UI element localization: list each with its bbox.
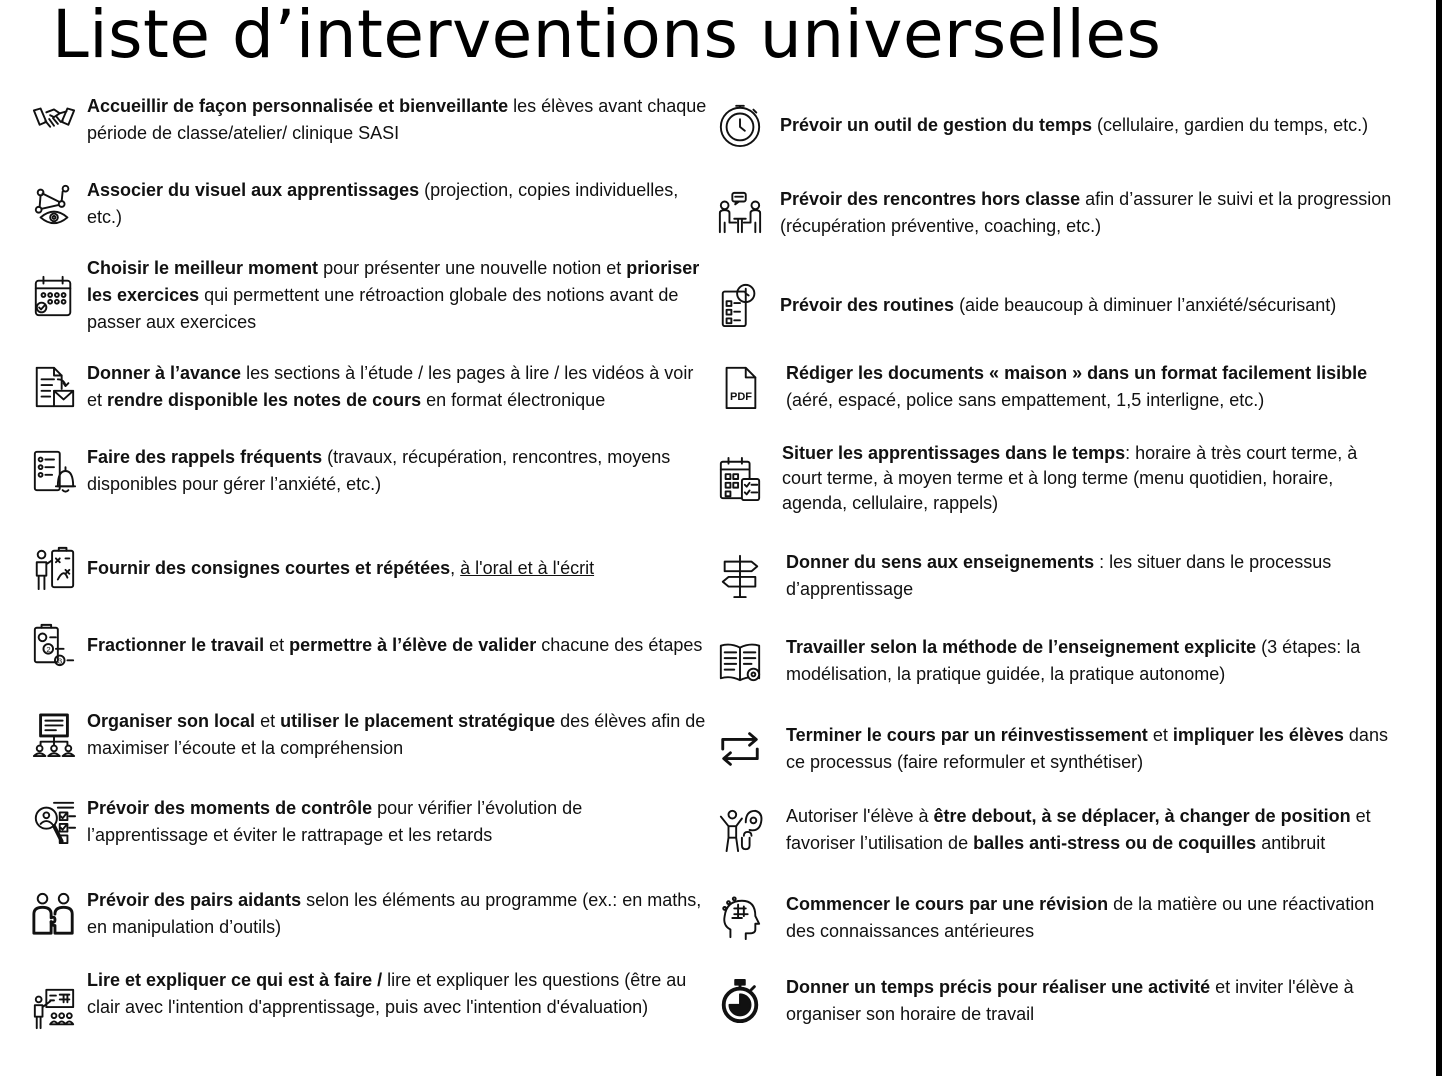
person-stress-ball-icon <box>716 797 764 863</box>
intervention-text: Terminer le cours par un réinvestissement et impliquer les élèves dans ce processus (faire reformuler et synthétiser) <box>786 725 1388 772</box>
open-book-gear-icon <box>716 628 764 694</box>
intervention-text: Faire des rappels fréquents (travaux, récupération, rencontres, moyens disponibles pour gérer l’anxiété, etc.) <box>87 447 671 494</box>
intervention-text: Donner à l’avance les sections à l’étude / les pages à lire / les vidéos à voir et rendre disponible les notes de cours en format électronique <box>87 363 694 410</box>
intervention-text: Organiser son local et utiliser le placement stratégique des élèves afin de maximiser l’écoute et la compréhension <box>87 711 706 758</box>
intervention-text: Fractionner le travail et permettre à l’élève de valider chacune des étapes <box>87 634 703 655</box>
intervention-item <box>30 443 707 499</box>
intervention-text: Prévoir des moments de contrôle pour vérifier l’évolution de l’apprentissage et éviter le rattrapage et les retards <box>87 798 583 845</box>
numbered-steps-icon <box>30 617 78 673</box>
svg-text:2: 2 <box>46 645 51 655</box>
stopwatch-icon <box>716 968 764 1034</box>
intervention-text: Prévoir des pairs aidants selon les éléments au programme (ex.: en maths, en manipulation d’outils) <box>87 890 702 937</box>
signpost-icon <box>716 543 764 609</box>
repeat-arrows-icon <box>716 716 764 782</box>
magnifier-checklist-icon <box>30 794 78 850</box>
intervention-text: Prévoir des rencontres hors classe afin d’assurer le suivi et la progression (récupération préventive, coaching, etc.) <box>780 189 1392 236</box>
intervention-item <box>716 354 1406 420</box>
intervention-item <box>716 885 1406 951</box>
intervention-text: Donner un temps précis pour réaliser une activité et inviter l'élève à organiser son horaire de travail <box>786 977 1354 1024</box>
intervention-text: Associer du visuel aux apprentissages (projection, copies individuelles, etc.) <box>87 180 679 227</box>
intervention-item <box>716 716 1406 782</box>
intervention-item <box>716 797 1406 863</box>
intervention-item <box>716 543 1406 609</box>
intervention-item <box>716 274 1400 336</box>
meeting-icon <box>716 180 764 246</box>
intervention-item <box>30 540 707 596</box>
underlined-link-text: à l'oral et à l'écrit <box>460 557 595 578</box>
intervention-text: Accueillir de façon personnalisée et bienveillante les élèves avant chaque période de classe/atelier/ clinique SASI <box>87 96 707 143</box>
intervention-item <box>716 628 1406 694</box>
intervention-text: Fournir des consignes courtes et répétées, à l'oral et à l'écrit <box>87 557 595 578</box>
routine-checklist-icon <box>716 274 764 336</box>
handshake-icon <box>30 92 78 148</box>
intervention-item <box>30 794 707 850</box>
svg-text:3: 3 <box>57 656 63 666</box>
schedule-calendar-icon <box>716 446 764 512</box>
intervention-item <box>716 180 1400 246</box>
checklist-bell-icon <box>30 443 78 499</box>
intervention-item <box>30 176 707 232</box>
intervention-item <box>716 968 1406 1034</box>
clock-icon <box>716 94 764 156</box>
intervention-item <box>30 255 707 336</box>
intervention-item <box>30 359 707 415</box>
teacher-presentation-icon <box>30 981 78 1037</box>
intervention-text: Situer les apprentissages dans le temps: horaire à très court terme, à court terme, à moyen terme et à long terme (menu quotidien, horaire, agenda, cellulaire, rappels) <box>782 443 1358 513</box>
intervention-text: Prévoir des routines (aide beaucoup à diminuer l’anxiété/sécurisant) <box>780 294 1337 315</box>
intervention-text: Autoriser l'élève à être debout, à se déplacer, à changer de position et favoriser l’utilisation de balles anti-stress ou de coquilles antibruit <box>786 806 1371 853</box>
page-title: Liste d’interventions universelles <box>52 0 1162 73</box>
visual-network-eye-icon <box>30 176 78 232</box>
calendar-icon <box>30 268 78 324</box>
page-right-border <box>1436 0 1442 1076</box>
intervention-item <box>30 92 707 148</box>
intervention-item <box>30 617 707 673</box>
person-clipboard-icon <box>30 540 78 596</box>
intervention-text: Choisir le meilleur moment pour présenter une nouvelle notion et prioriser les exercices qui permettent une rétroaction globale des notions avant de passer aux exercices <box>87 258 700 332</box>
intervention-item <box>30 707 707 763</box>
intervention-item <box>716 94 1400 156</box>
pdf-label: PDF <box>730 391 752 403</box>
intervention-item <box>30 886 707 942</box>
intervention-text: Rédiger les documents « maison » dans un format facilement lisible (aéré, espacé, police sans empattement, 1,5 interligne, etc.) <box>786 363 1368 410</box>
intervention-item <box>716 441 1402 516</box>
intervention-text: Prévoir un outil de gestion du temps (cellulaire, gardien du temps, etc.) <box>780 114 1369 135</box>
peer-puzzle-icon <box>30 886 78 942</box>
intervention-text: Donner du sens aux enseignements : les situer dans le processus d’apprentissage <box>786 552 1332 599</box>
intervention-text: Commencer le cours par une révision de la matière ou une réactivation des connaissances antérieures <box>786 894 1375 941</box>
intervention-item <box>30 967 707 1037</box>
intervention-text: Lire et expliquer ce qui est à faire / lire et expliquer les questions (être au clair avec l'intention d'apprentissage, puis avec l'intention d'évaluation) <box>87 970 687 1017</box>
brain-head-icon <box>716 885 764 951</box>
classroom-board-icon <box>30 707 78 763</box>
document-mail-icon <box>30 359 78 415</box>
pdf-file-icon <box>716 354 764 420</box>
intervention-text: Travailler selon la méthode de l’enseignement explicite (3 étapes: la modélisation, la pratique guidée, la pratique autonome) <box>786 637 1361 684</box>
